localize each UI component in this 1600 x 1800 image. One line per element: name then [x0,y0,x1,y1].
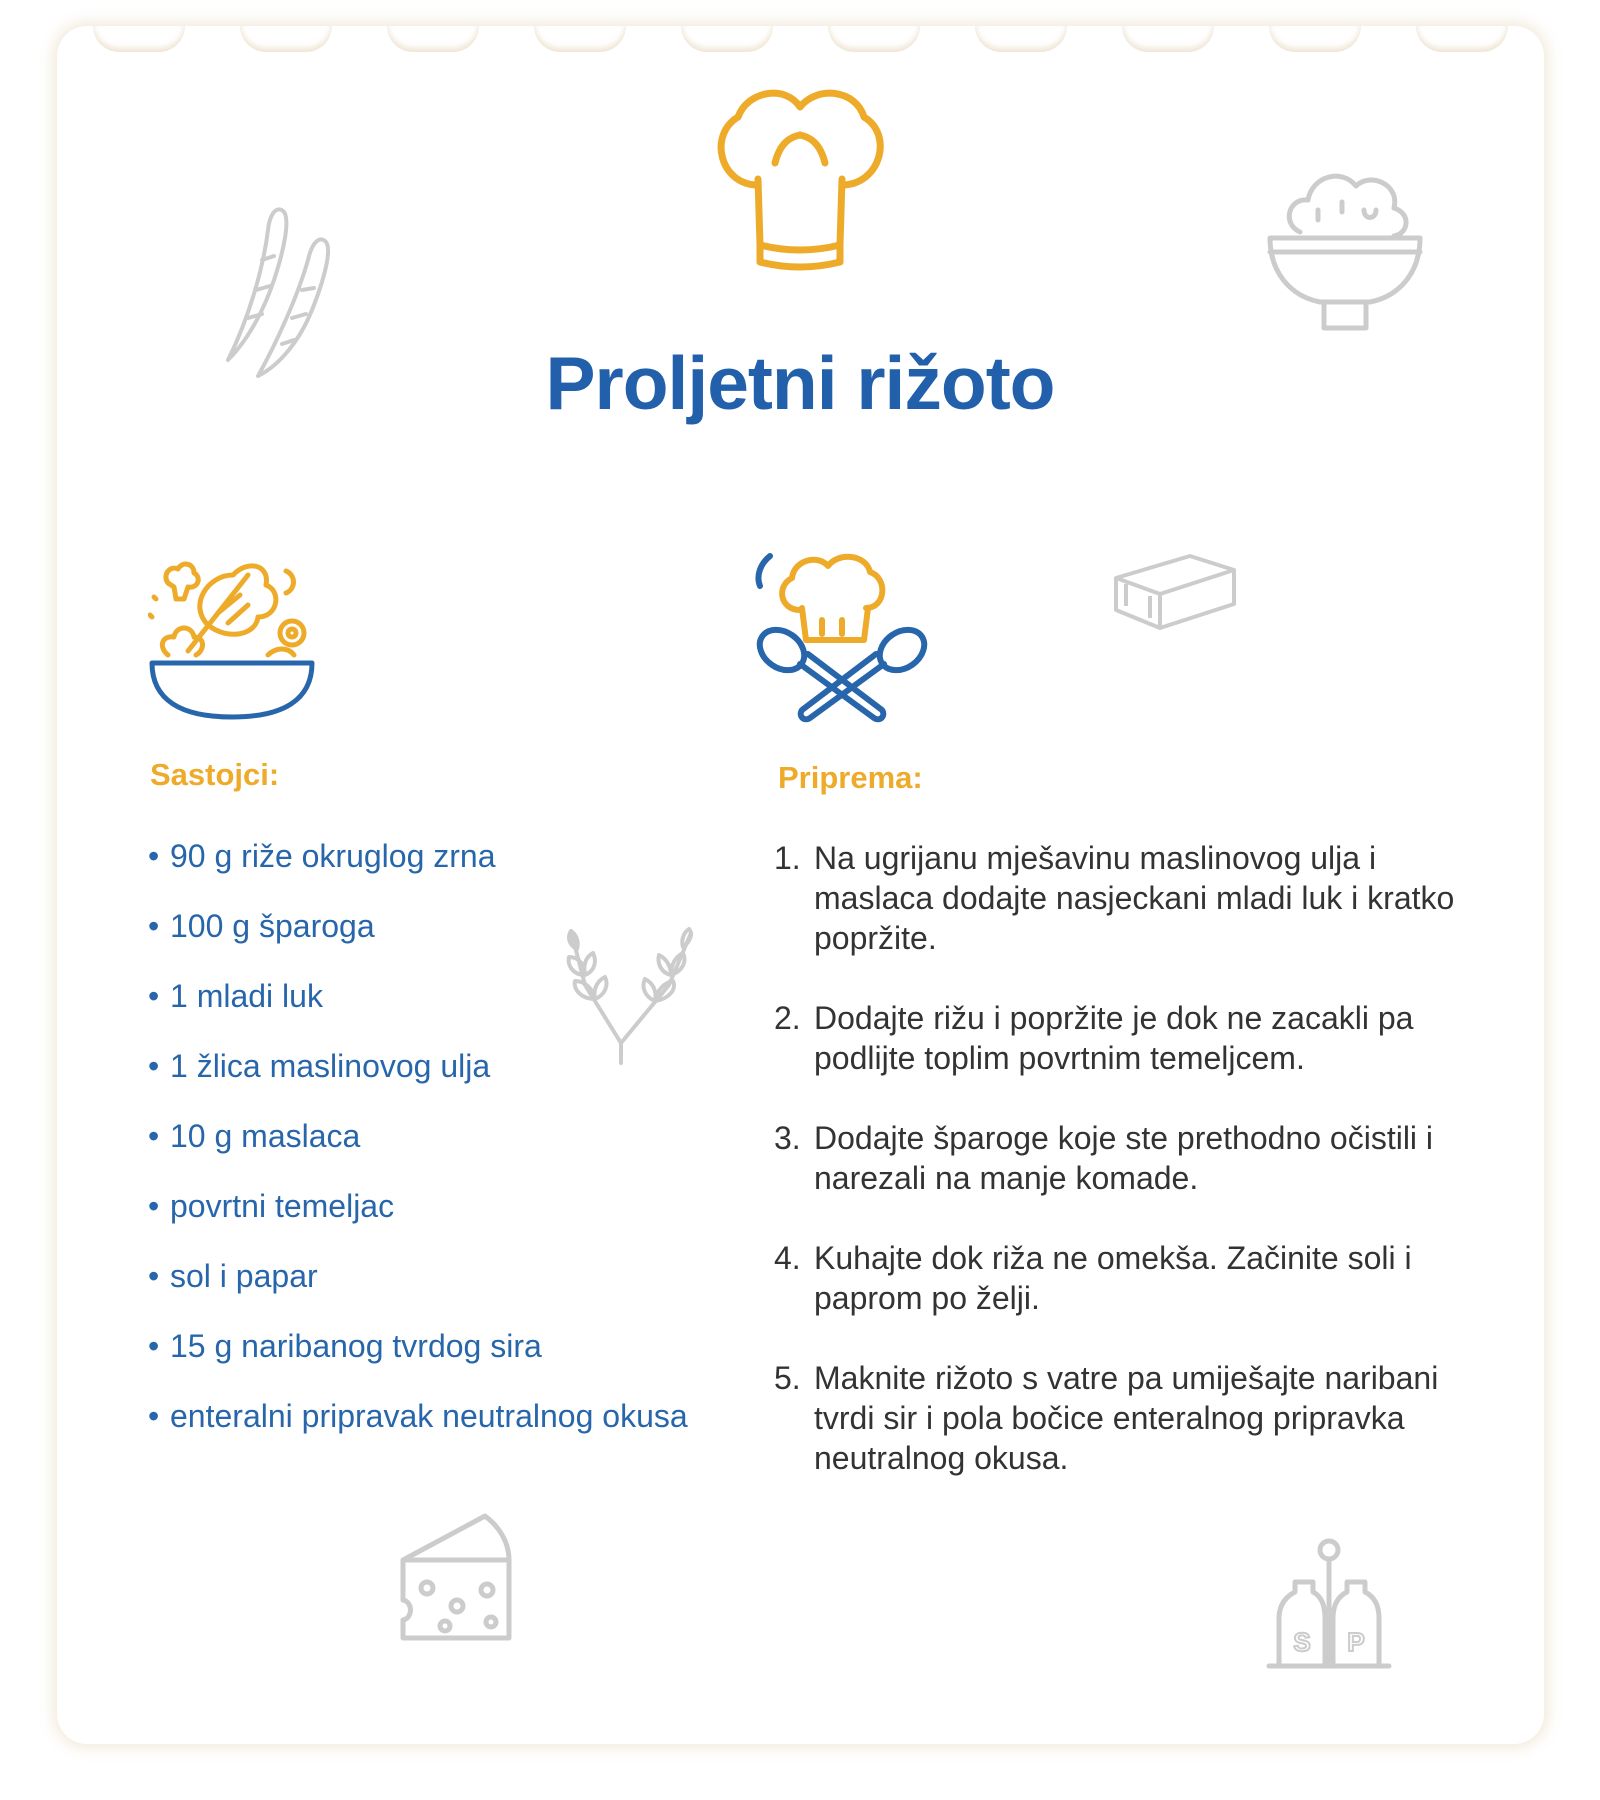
ingredient-item: • sol i papar [148,1258,318,1294]
pepper-letter: P [1347,1627,1365,1657]
ingredient-item: • 15 g naribanog tvrdog sira [148,1328,542,1364]
preparation-step: 2. Dodajte rižu i popržite je dok ne zacakli pa podlijte toplim povrtnim temeljcem. [774,1000,1414,1076]
salt-pepper-icon [1265,1538,1395,1673]
spoons-chef-hat-icon [752,550,932,725]
ingredient-item: • 90 g riže okruglog zrna [148,838,496,874]
cheese-icon [395,1510,515,1645]
butter-icon [1110,548,1240,638]
ingredient-item: • enteralni pripravak neutralnog okusa [148,1398,688,1434]
scallop-edge [1416,26,1508,52]
preparation-step: 1. Na ugrijanu mješavinu maslinovog ulja i maslaca dodajte nasjeckani mladi luk i kratko popržite. [774,840,1455,956]
scallop-edge [828,26,920,52]
scallop-edge [681,26,773,52]
preparation-step: 4. Kuhajte dok riža ne omekša. Začinite soli i paprom po želji. [774,1240,1412,1316]
preparation-heading: Priprema: [778,760,923,795]
preparation-steps [774,838,1494,1518]
food-bowl-icon [1260,160,1430,335]
scallop-edge [387,26,479,52]
ingredient-item: • 1 žlica maslinovog ulja [148,1048,491,1084]
scallop-edge [1269,26,1361,52]
ingredient-item: • 100 g šparoga [148,908,375,944]
scallop-edge [1122,26,1214,52]
ingredients-list [148,838,688,1468]
salad-bowl-icon [148,555,318,725]
recipe-title: Proljetni rižoto [545,341,1055,425]
salt-letter: S [1293,1627,1311,1657]
preparation-step: 5. Maknite rižoto s vatre pa umiješajte naribani tvrdi sir i pola bočice enteralnog pripravka neutralnog okusa. [774,1360,1439,1476]
preparation-step: 3. Dodajte šparoge koje ste prethodno očistili i narezali na manje komade. [774,1120,1434,1196]
ingredient-item: • 10 g maslaca [148,1118,361,1154]
scallop-edge [975,26,1067,52]
chef-hat-icon [700,85,900,285]
scallop-edge [240,26,332,52]
scallop-edge [534,26,626,52]
ingredient-item: • povrtni temeljac [148,1188,395,1224]
ingredient-item: • 1 mladi luk [148,978,323,1014]
ingredients-heading: Sastojci: [150,757,280,792]
scallop-edge [93,26,185,52]
